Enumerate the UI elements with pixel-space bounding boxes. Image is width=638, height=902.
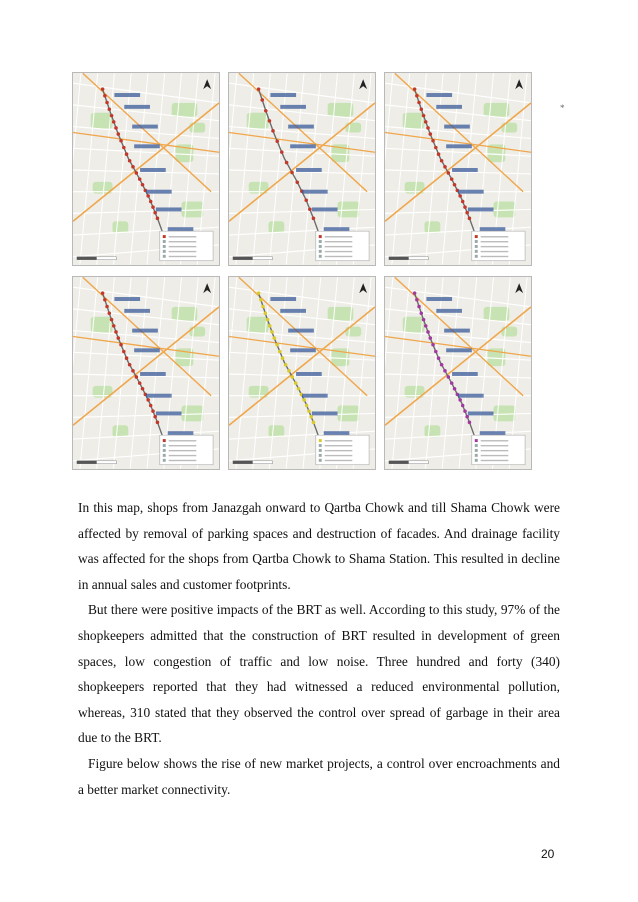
shop-marker [264,109,268,113]
station-label [296,372,322,376]
shop-marker [440,159,444,163]
park-area [112,425,128,437]
station-label [446,348,472,352]
shop-marker [302,398,306,402]
legend-swatch [475,444,478,447]
shop-marker [422,114,426,118]
shop-marker [266,318,270,322]
station-label [436,309,462,313]
station-label [270,297,296,301]
shop-marker [135,375,139,379]
legend-text [169,450,197,451]
station-label [444,125,470,129]
station-label [290,348,316,352]
shop-marker [461,404,465,408]
shop-marker [125,356,129,360]
park-area [424,425,440,437]
paragraph-2: But there were positive impacts of the BRT as well. According to this study, 97% of the shopkeepers admitted that the construction of BRT resulted in development of green spaces, low congestion of traffic and low noise. Three hundred and forty (340) shopkeepers reported that they had witnessed a reduced environmental pollution, whereas, 310 stated that they observed the control over spread of garbage in their area due to the BRT. [78,602,560,746]
shop-marker [434,146,438,150]
shop-marker [447,375,451,379]
legend-swatch [163,459,166,462]
legend-text [325,450,353,451]
shop-marker [110,318,114,322]
legend-text [169,236,197,237]
shop-marker [128,363,132,367]
shop-marker [426,330,430,334]
shop-marker [108,311,112,315]
shop-marker [420,311,424,315]
map-svg [385,73,531,265]
shop-marker [304,198,308,202]
shop-marker [465,211,469,215]
shop-marker [429,336,433,340]
legend-swatch [319,245,322,248]
shop-marker [295,180,299,184]
shop-marker [125,152,129,156]
shop-marker [287,369,291,373]
shop-marker [122,350,126,354]
station-label [426,297,452,301]
station-label [444,329,470,333]
legend-text [325,256,353,257]
park-area [268,425,284,437]
map-svg [73,277,219,469]
shop-marker [450,177,454,181]
legend-swatch [319,255,322,258]
shop-marker [138,177,142,181]
shop-marker [308,207,312,211]
shop-marker [156,421,160,425]
shop-marker [285,161,289,165]
shop-marker [453,387,457,391]
page-number: 20 [541,847,555,861]
shop-marker [443,369,447,373]
station-label [312,207,338,211]
shop-marker [264,311,268,315]
station-label [302,190,328,194]
map-figure-grid [72,72,532,472]
legend-swatch [475,454,478,457]
station-label [468,411,494,415]
scale-bar-fill [77,461,97,464]
legend-swatch [475,439,478,442]
shop-marker [271,129,275,133]
legend-swatch [319,449,322,452]
map-svg [73,73,219,265]
legend-swatch [163,449,166,452]
station-label [288,125,314,129]
legend-swatch [163,245,166,248]
paragraph-1: In this map, shops from Janazgah onward to Qartba Chowk and till Shama Chowk were affected by removal of parking spaces and destruction of facades. And drainage facility was affected for the shops from Qartba Chowk to Shama Station. This resulted in decline in annual sales and customer footprints. [78,500,560,592]
legend-text [325,241,353,242]
shop-marker [437,356,441,360]
shop-marker [420,107,424,111]
station-label [140,168,166,172]
station-label [480,431,506,435]
shop-marker [141,387,145,391]
station-label [140,372,166,376]
legend-text [169,445,197,446]
shop-marker [112,324,116,328]
shop-marker [431,139,435,143]
shop-marker [146,194,150,198]
shop-marker [105,305,109,309]
station-label [168,431,194,435]
shop-marker [114,330,118,334]
shop-marker [103,94,107,98]
shop-marker [426,126,430,130]
shop-marker [278,350,282,354]
park-area [328,103,354,117]
shop-marker [434,350,438,354]
legend-swatch [319,444,322,447]
station-label [452,168,478,172]
legend-swatch [475,449,478,452]
map-svg [229,73,375,265]
shop-marker [415,94,419,98]
station-label [324,227,350,231]
shop-marker [413,87,417,91]
shop-marker [103,298,107,302]
shop-marker [119,139,123,143]
shop-marker [417,101,421,105]
shop-marker [119,343,123,347]
shop-marker [429,132,433,136]
park-area [484,103,510,117]
station-label [290,144,316,148]
shop-marker [128,159,132,163]
legend-text [325,445,353,446]
shop-marker [461,200,465,204]
shop-marker [146,398,150,402]
shop-marker [156,217,160,221]
legend-swatch [163,439,166,442]
station-label [134,144,160,148]
shop-marker [284,363,288,367]
legend-swatch [163,454,166,457]
shop-marker [463,409,467,413]
shop-marker [268,119,272,123]
legend-swatch [163,255,166,258]
legend-swatch [319,439,322,442]
shop-marker [417,305,421,309]
station-label [458,394,484,398]
station-label [270,93,296,97]
legend-swatch [475,240,478,243]
map-panel-2 [228,72,376,266]
station-label [452,372,478,376]
station-label [168,227,194,231]
shop-marker [431,343,435,347]
shop-marker [305,404,309,408]
body-text [78,495,560,802]
shop-marker [447,171,451,175]
legend-text [325,236,353,237]
legend-swatch [319,235,322,238]
corner-mark: * [560,103,565,113]
station-label [146,394,172,398]
shop-marker [290,171,294,175]
legend-text [481,251,509,252]
shop-marker [153,211,157,215]
shop-marker [424,324,428,328]
shop-marker [468,217,472,221]
legend-text [169,251,197,252]
station-label [132,125,158,129]
shop-marker [413,291,417,295]
shop-marker [297,387,301,391]
shop-marker [138,381,142,385]
legend-swatch [319,459,322,462]
shop-marker [275,140,279,144]
station-label [134,348,160,352]
shop-marker [468,421,472,425]
shop-marker [260,98,264,102]
shop-marker [275,343,279,347]
scale-bar-fill [233,257,253,260]
shop-marker [268,324,272,328]
shop-marker [294,381,298,385]
shop-marker [101,291,105,295]
legend-text [325,440,353,441]
shop-marker [465,415,469,419]
shop-marker [117,132,121,136]
shop-marker [110,114,114,118]
legend-swatch [475,235,478,238]
shop-marker [291,375,295,379]
station-label [296,168,322,172]
scale-bar-fill [389,461,409,464]
shop-marker [151,409,155,413]
station-label [156,411,182,415]
map-panel-3 [384,72,532,266]
legend-text [481,445,509,446]
legend-swatch [475,255,478,258]
legend-text [169,460,197,461]
park-area [484,307,510,321]
legend-swatch [163,240,166,243]
station-label [458,190,484,194]
shop-marker [151,205,155,209]
shop-marker [259,298,263,302]
shop-marker [257,87,261,91]
legend-text [481,241,509,242]
legend-text [481,440,509,441]
shop-marker [424,120,428,124]
shop-marker [450,381,454,385]
park-area [424,221,440,233]
park-area [112,221,128,233]
station-label [302,394,328,398]
legend-text [481,246,509,247]
shop-marker [101,87,105,91]
scale-bar-fill [77,257,97,260]
map-panel-5 [228,276,376,470]
shop-marker [437,152,441,156]
station-label [114,297,140,301]
shop-marker [440,363,444,367]
map-svg [385,277,531,469]
station-label [114,93,140,97]
legend-text [325,251,353,252]
shop-marker [281,356,285,360]
legend-text [481,450,509,451]
park-area [172,103,198,117]
legend-text [481,256,509,257]
map-svg [229,277,375,469]
shop-marker [131,165,135,169]
shop-marker [422,318,426,322]
station-label [124,105,150,109]
station-label [468,207,494,211]
shop-marker [108,107,112,111]
legend-text [169,256,197,257]
shop-marker [149,404,153,408]
park-area [328,307,354,321]
shop-marker [122,146,126,150]
shop-marker [114,126,118,130]
shop-marker [453,183,457,187]
station-label [480,227,506,231]
shop-marker [135,171,139,175]
paragraph-3: Figure below shows the rise of new market projects, a control over encroachments and a better market connectivity. [78,755,560,797]
station-label [124,309,150,313]
station-label [312,411,338,415]
shop-marker [257,291,261,295]
shop-marker [280,150,284,154]
station-label [156,207,182,211]
station-label [132,329,158,333]
shop-marker [309,415,313,419]
map-panel-1 [72,72,220,266]
legend-text [325,460,353,461]
shop-marker [117,336,121,340]
station-label [446,144,472,148]
legend-swatch [319,240,322,243]
legend-swatch [475,250,478,253]
shop-marker [458,398,462,402]
legend-swatch [163,235,166,238]
legend-swatch [163,444,166,447]
legend-swatch [475,245,478,248]
scale-bar-fill [233,461,253,464]
station-label [324,431,350,435]
shop-marker [261,305,265,309]
shop-marker [153,415,157,419]
station-label [280,105,306,109]
legend-text [325,246,353,247]
scale-bar-fill [389,257,409,260]
legend-text [481,236,509,237]
legend-text [169,455,197,456]
shop-marker [141,183,145,187]
shop-marker [270,330,274,334]
legend-text [481,460,509,461]
legend-text [169,246,197,247]
shop-marker [415,298,419,302]
station-label [146,190,172,194]
shop-marker [458,194,462,198]
station-label [426,93,452,97]
shop-marker [131,369,135,373]
legend-swatch [163,250,166,253]
park-area [172,307,198,321]
legend-swatch [319,250,322,253]
shop-marker [312,421,316,425]
legend-swatch [475,459,478,462]
station-label [280,309,306,313]
shop-marker [273,336,277,340]
park-area [268,221,284,233]
station-label [288,329,314,333]
shop-marker [307,409,311,413]
legend-text [169,440,197,441]
shop-marker [463,205,467,209]
shop-marker [312,217,316,221]
legend-text [169,241,197,242]
station-label [436,105,462,109]
map-panel-6 [384,276,532,470]
shop-marker [443,165,447,169]
legend-swatch [319,454,322,457]
map-panel-4 [72,276,220,470]
legend-text [481,455,509,456]
legend-text [325,455,353,456]
shop-marker [112,120,116,124]
shop-marker [105,101,109,105]
shop-marker [149,200,153,204]
